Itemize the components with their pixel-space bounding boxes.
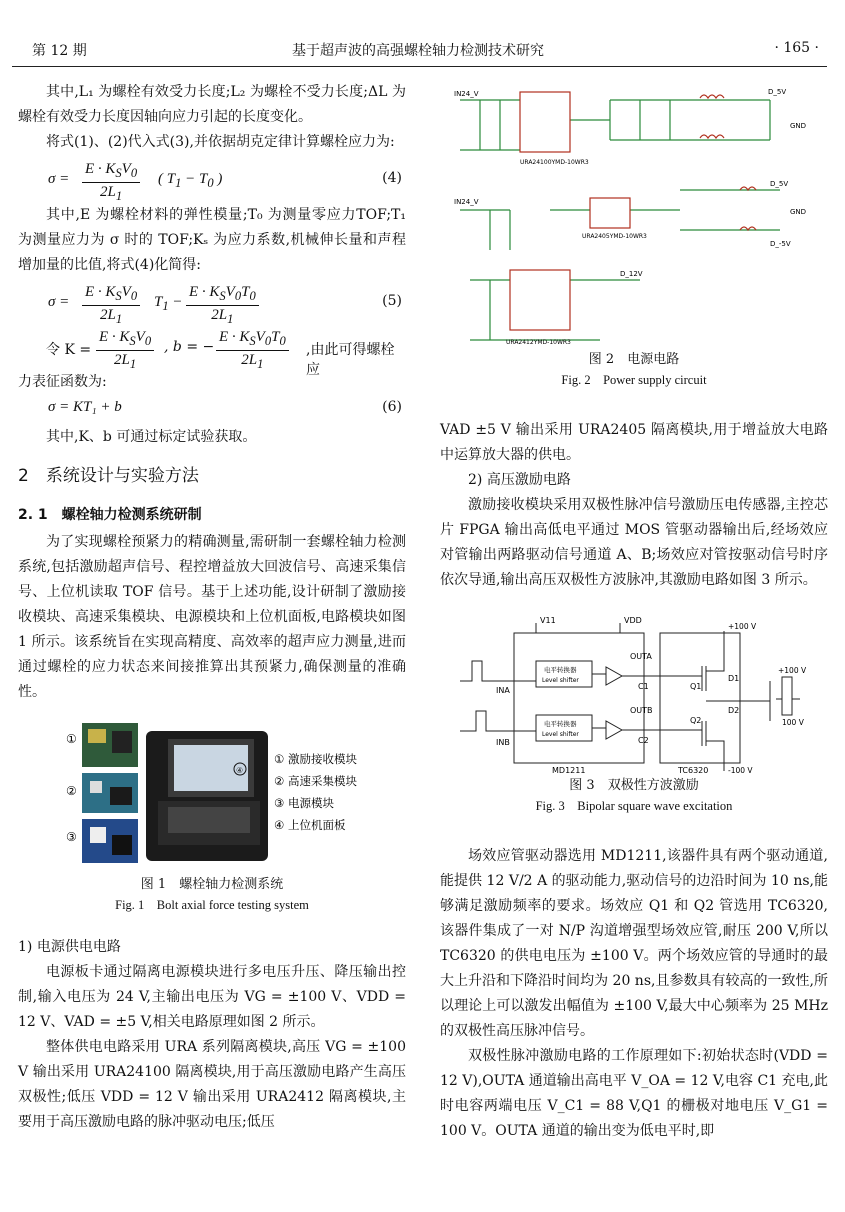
svg-text:③: ③ <box>66 830 77 844</box>
k-definition-tail: ,由此可得螺栓应 <box>306 342 395 378</box>
fig3-label-ina: INA <box>496 686 510 695</box>
fig1-label: ② 高速采集模块 <box>274 774 357 788</box>
fig2-label: URA24100YMD-10WR3 <box>520 159 589 166</box>
fig2-label: GND <box>790 208 807 216</box>
fig1-label: ③ 电源模块 <box>274 796 334 810</box>
paragraph: 其中,L₁ 为螺栓有效受力长度;L₂ 为螺栓不受力长度;ΔL 为螺栓有效受力长度因轴向应力引起的长度变化。 <box>18 84 406 125</box>
fig3-label-plus100: +100 V <box>728 622 757 631</box>
fig2-label: IN24_V <box>454 198 479 206</box>
equation-6 <box>18 395 406 425</box>
figure-1 <box>18 721 406 871</box>
svg-text:①: ① <box>66 732 77 746</box>
fig3-label-block1-en: Level shifter <box>542 677 579 684</box>
figure-3-caption-en: Fig. 3 Bipolar square wave excitation <box>535 799 733 813</box>
left-column <box>18 80 406 1135</box>
fig1-label: ④ 上位机面板 <box>274 818 346 832</box>
paragraph: 为了实现螺栓预紧力的精确测量,需研制一套螺栓轴力检测系统,包括激励超声信号、程控增益放大回波信号、高速采集信号、上位机读取 TOF 信号。基于上述功能,设计研制了激励接收模块、高速采集模块、电源模块和上位机面板,电路模块如图 1 所示。该系统旨在实现高精度、高效率的超声应力测量,进而通过螺栓的应力状态来间接推算出其预紧力,确保测量的准确性。 <box>18 534 406 700</box>
figure-2-caption: 图 2 电源电路 <box>588 352 680 367</box>
paragraph: 激励接收模块采用双极性脉冲信号激励压电传感器,主控芯片 FPGA 输出高低电平通过 MOS 管驱动器输出后,经场效应对管输出两路驱动信号通道 A、B;场效应对管按驱动信号时序依次导通,输出高压双极性方波脉冲,其激励电路如图 3 所示。 <box>440 497 828 588</box>
bipolar-excitation-schematic <box>440 611 828 776</box>
svg-text:④: ④ <box>236 766 244 775</box>
fig1-label: ① 激励接收模块 <box>274 752 357 766</box>
fig2-label: D_5V <box>768 88 787 96</box>
fig3-label-outa: OUTA <box>630 652 652 661</box>
paragraph: 其中,E 为螺栓材料的弹性模量;T₀ 为测量零应力TOF;T₁ 为测量应力为 σ 时的 TOF;Kₛ 为应力系数,机械伸长量和声程增加量的比值,将式(4)化简得: <box>18 207 406 273</box>
fig2-label: D_-5V <box>770 240 791 248</box>
paragraph: 将式(1)、(2)代入式(3),并依据胡克定律计算螺栓应力为: <box>46 134 395 150</box>
system-photo <box>18 721 406 871</box>
fig3-label-d1: D1 <box>728 674 740 683</box>
fig2-label: IN24_V <box>454 90 479 98</box>
fig2-label: URA2412YMD-10WR3 <box>506 339 571 346</box>
figure-3 <box>440 611 828 776</box>
fig3-label-tc6320: TC6320 <box>678 766 709 775</box>
paragraph: VAD ±5 V 输出采用 URA2405 隔离模块,用于增益放大电路中运算放大器的供电。 <box>440 422 828 463</box>
right-column <box>440 80 828 1144</box>
fig2-label: URA2405YMD-10WR3 <box>582 233 647 240</box>
fig3-label-vdd: VDD <box>624 616 642 625</box>
page-header <box>12 40 827 62</box>
equation-4: σ = $E \cdot K_SV_0$ $2L_1$ ( $T_1 - T_0$ ) (4) <box>48 161 402 203</box>
fig3-label-pulse-high: +100 V <box>778 666 807 675</box>
paragraph: 场效应管驱动器选用 MD1211,该器件具有两个驱动通道,能提供 12 V/2 A 的驱动能力,驱动信号的边沿时间为 10 ns,能够满足激励频率的要求。场效应 Q1 和 Q2 管选用 TC6320,该器件集成了一对 N/P 沟道增强型场效应管,耐压 200 V,所以 TC6320 的供电电压为 ±100 V。两个场效应管的导通时的最大上升沿和下降沿时间均为 20 ns,且参数具有较高的一致性,所以理论上可以激发出幅值为 ±100 V,最大中心频率为 25 MHz 的双极性高压脉冲信号。 <box>440 848 828 1039</box>
svg-text:②: ② <box>66 784 77 798</box>
fig3-label-v11: V11 <box>540 616 556 625</box>
fig3-label-q2: Q2 <box>690 716 702 725</box>
paragraph: 力表征函数为: <box>18 374 107 390</box>
page-number: · 165 · <box>774 40 819 56</box>
paragraph: 电源板卡通过隔离电源模块进行多电压升压、降压输出控制,输入电压为 24 V,主输出电压为 VG = ±100 V、VDD = 12 V、VAD = ±5 V,相关电路原理如图 2 所示。 <box>18 964 406 1030</box>
fig3-label-minus100: -100 V <box>728 766 753 775</box>
equation-5: σ = $E \cdot K_SV_0$ $2L_1$ $T_1$ − $E \cdot K_SV_0T_0$ $2L_1$ (5) <box>48 284 402 326</box>
paragraph: 其中,K、b 可通过标定试验获取。 <box>46 429 257 445</box>
equation-number: (5) <box>382 293 402 309</box>
figure-1-caption-en: Fig. 1 Bolt axial force testing system <box>115 898 309 912</box>
paragraph: 双极性脉冲激励电路的工作原理如下:初始状态时(VDD = 12 V),OUTA 通道输出高电平 V_OA = 12 V,电容 C1 充电,此时电容两端电压 V_C1 = 88 V,Q1 的栅极对地电压 V_G1 = 100 V。OUTA 通道的输出变为低电平时,即 <box>440 1048 828 1139</box>
fig3-label-block2-en: Level shifter <box>542 731 579 738</box>
subsection-heading: 2. 1 螺栓轴力检测系统研制 <box>18 507 202 523</box>
equation-number: (6) <box>382 399 402 415</box>
subheading: 1) 电源供电电路 <box>18 939 121 955</box>
fig3-label-q1: Q1 <box>690 682 702 691</box>
header-rule <box>12 66 827 67</box>
issue-number: 第 12 期 <box>32 43 87 59</box>
figure-3-caption: 图 3 双极性方波激励 <box>569 778 699 793</box>
running-title: 基于超声波的高强螺栓轴力检测技术研究 <box>292 43 544 59</box>
fig3-label-d2: D2 <box>728 706 740 715</box>
fig3-label-outb: OUTB <box>630 706 653 715</box>
power-supply-schematic <box>440 80 828 350</box>
figure-2-caption-en: Fig. 2 Power supply circuit <box>561 373 707 387</box>
equation-number: (4) <box>382 170 402 186</box>
fig3-label-inb: INB <box>496 738 510 747</box>
subheading: 2) 高压激励电路 <box>468 472 571 488</box>
fig3-label-md1211: MD1211 <box>552 766 586 775</box>
k-definition-lead: 令 K = <box>46 342 92 358</box>
fig3-label-c1: C1 <box>638 682 649 691</box>
section-heading: 2 系统设计与实验方法 <box>18 466 199 486</box>
fig3-label-block2: 电平转换器 <box>544 720 577 728</box>
fig3-label-c2: C2 <box>638 736 649 745</box>
paragraph: 整体供电电路采用 URA 系列隔离模块,高压 VG = ±100 V 输出采用 URA24100 隔离模块,用于高压激励电路产生高压双极性;低压 VDD = 12 V 输出采用 URA2412 隔离模块,主要用于高压激励电路的脉冲驱动电压;低压 <box>18 1039 406 1130</box>
k-definition-line: 令 K = $E \cdot K_SV_0$ $2L_1$ , b = − $E \cdot K_SV_0T_0$ $2L_1$ ,由此可得螺栓应 <box>18 326 406 370</box>
fig2-label: D_12V <box>620 270 643 278</box>
fig2-label: D_5V <box>770 180 789 188</box>
figure-2 <box>440 80 828 350</box>
fig2-label: GND <box>790 122 807 130</box>
fig3-label-block1: 电平转换器 <box>544 666 577 674</box>
equation-6-text: σ = KT₁ + b <box>48 399 122 415</box>
fig3-label-pulse-low: 100 V <box>782 718 804 727</box>
figure-1-caption: 图 1 螺栓轴力检测系统 <box>140 877 284 892</box>
